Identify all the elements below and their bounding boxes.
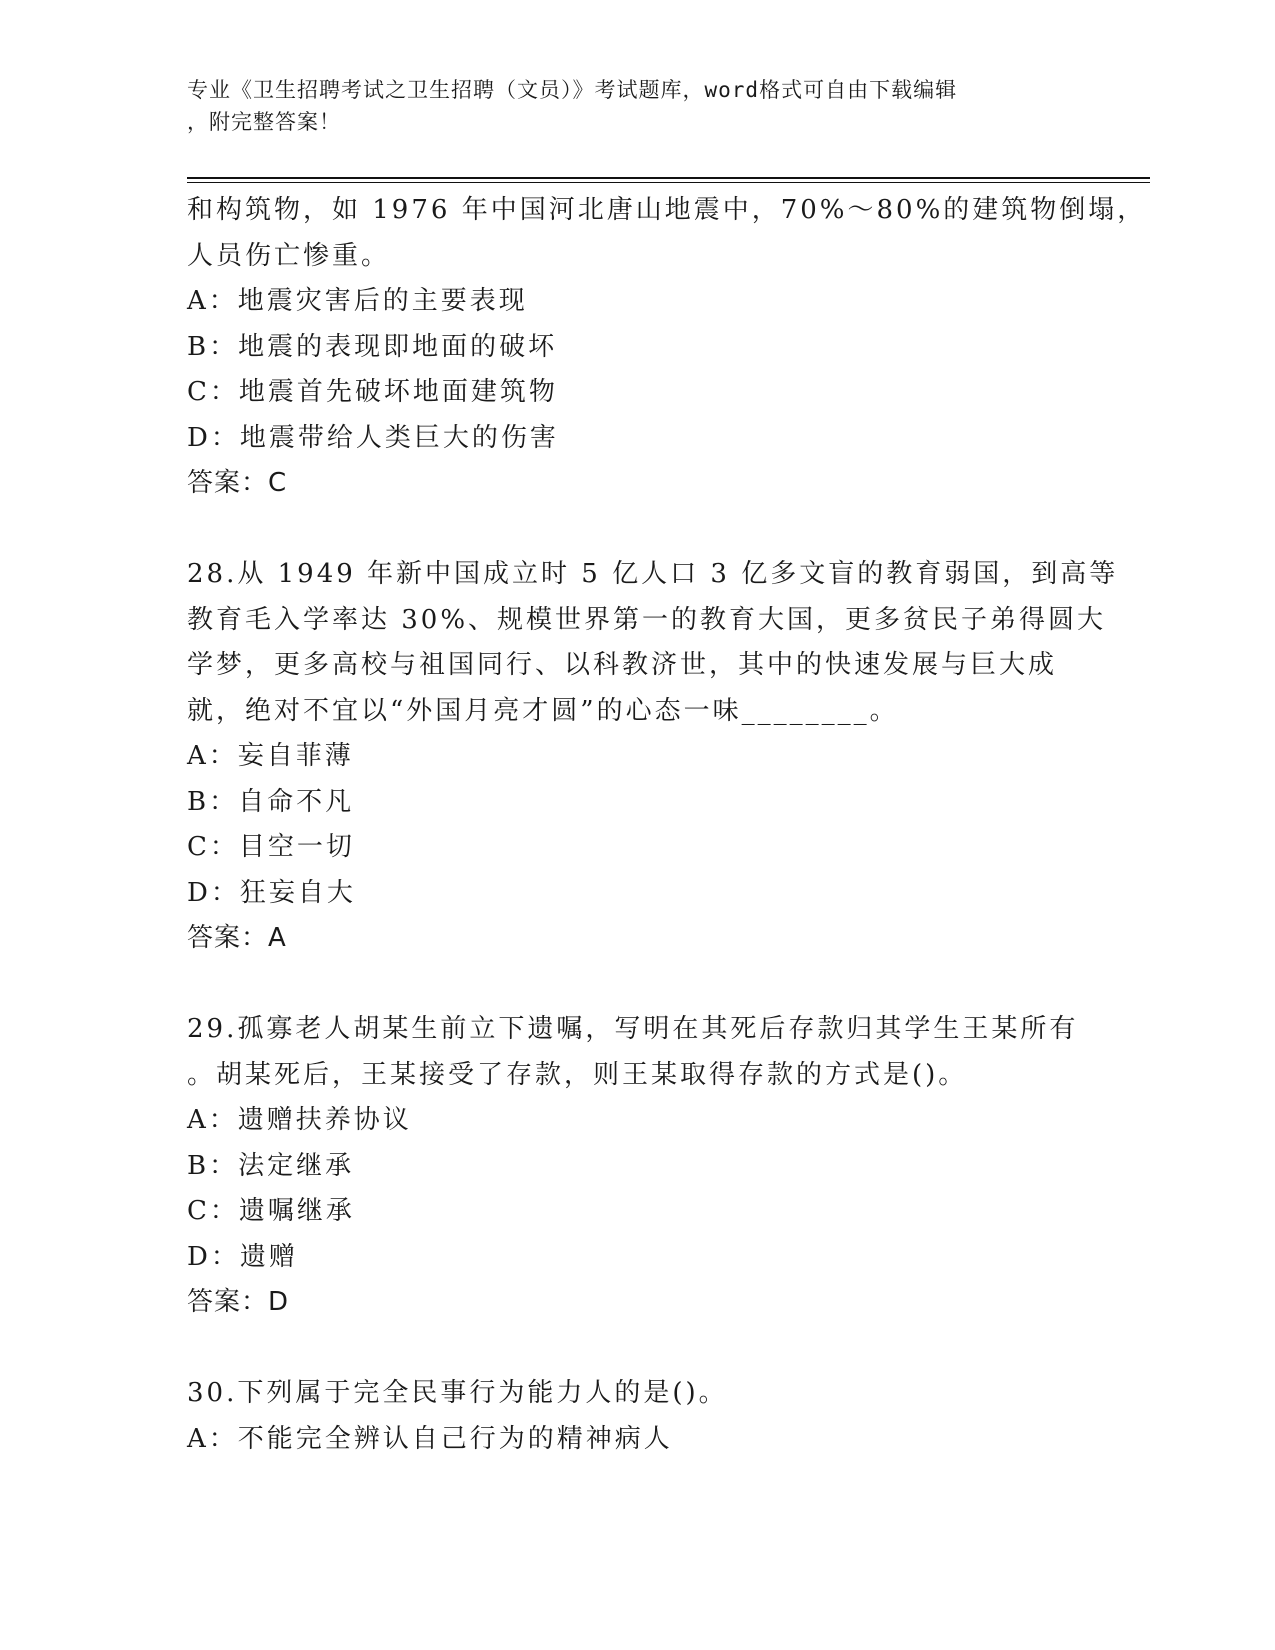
answer-label: 答案：C	[187, 468, 288, 498]
answer-label: 答案：A	[187, 923, 287, 953]
header-line-2: ，附完整答案！	[187, 110, 341, 134]
question-29	[187, 1007, 1087, 1326]
option-a: A：妄自菲薄	[187, 741, 354, 771]
option-d: D：狂妄自大	[187, 877, 356, 908]
question-text-line: 人员伤亡惨重。	[187, 240, 391, 271]
question-text-line: 和构筑物，如 1976 年中国河北唐山地震中，70%～80%的建筑物倒塌，	[187, 195, 1147, 225]
spacer	[187, 1326, 1087, 1372]
header-divider-thin	[187, 182, 1150, 183]
spacer	[187, 507, 1087, 553]
option-a: A：不能完全辨认自己行为的精神病人	[187, 1423, 673, 1454]
option-b: B：自命不凡	[187, 786, 355, 817]
option-d: D：遗赠	[187, 1241, 298, 1272]
option-c: C：目空一切	[187, 832, 355, 862]
question-text-line: 29.孤寡老人胡某生前立下遗嘱，写明在其死后存款归其学生王某所有	[187, 1014, 1079, 1044]
question-text-line: 就，绝对不宜以“外国月亮才圆”的心态一味________。	[187, 695, 899, 726]
question-28	[187, 552, 1119, 962]
option-b: B：法定继承	[187, 1150, 355, 1181]
header-line-1: 专业《卫生招聘考试之卫生招聘（文员）》考试题库，word格式可自由下载编辑	[187, 78, 958, 102]
page-header	[187, 74, 1087, 138]
question-30	[187, 1371, 1087, 1462]
question-text-line: 教育毛入学率达 30%、规模世界第一的教育大国，更多贫民子弟得圆大	[187, 604, 1107, 635]
option-b: B：地震的表现即地面的破坏	[187, 331, 558, 362]
question-text-line: 28.从 1949 年新中国成立时 5 亿人口 3 亿多文盲的教育弱国，到高等	[187, 559, 1119, 589]
option-d: D：地震带给人类巨大的伤害	[187, 422, 559, 453]
answer-label: 答案：D	[187, 1287, 290, 1317]
question-text-line: 。胡某死后，王某接受了存款，则王某取得存款的方式是()。	[187, 1059, 968, 1090]
option-c: C：地震首先破坏地面建筑物	[187, 377, 558, 407]
question-27	[187, 188, 1147, 507]
question-text-line: 30.下列属于完全民事行为能力人的是()。	[187, 1378, 728, 1408]
option-c: C：遗嘱继承	[187, 1196, 355, 1226]
question-list	[187, 188, 1147, 1462]
header-divider-thick	[187, 177, 1150, 179]
option-a: A：地震灾害后的主要表现	[187, 286, 528, 316]
spacer	[187, 962, 1087, 1008]
option-a: A：遗赠扶养协议	[187, 1105, 412, 1135]
question-text-line: 学梦，更多高校与祖国同行、以科教济世，其中的快速发展与巨大成	[187, 650, 1058, 680]
